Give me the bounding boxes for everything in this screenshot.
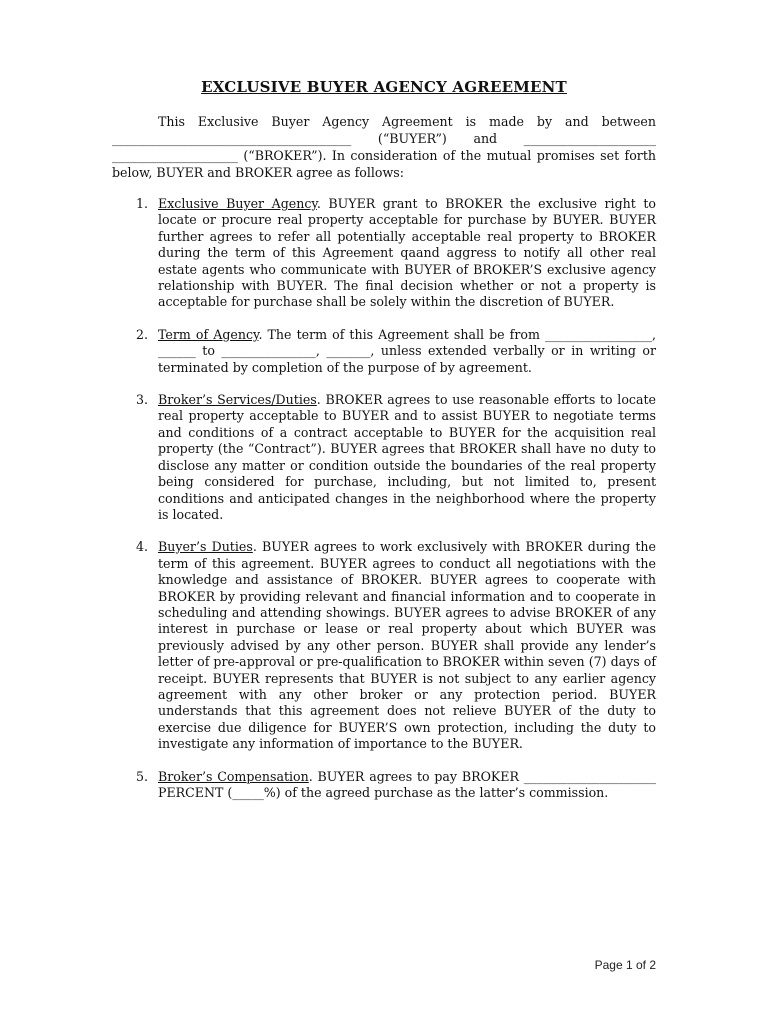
intro-paragraph: [112, 113, 656, 181]
clause-heading: Broker’s Compensation: [158, 768, 309, 784]
intro-line-3: ____________________ (“BROKER”). In consideration of the mutual promises set forth below, BUYER and BROKER agree as follows:: [112, 148, 656, 180]
document-title: EXCLUSIVE BUYER AGENCY AGREEMENT: [201, 78, 567, 96]
clause-heading: Term of Agency: [158, 326, 259, 342]
page-number: Page 1 of 2: [594, 958, 656, 972]
clause-heading: Exclusive Buyer Agency: [158, 196, 317, 211]
clause-heading: Buyer’s Duties: [158, 539, 253, 555]
clause-number: 3.: [136, 392, 149, 408]
clause-3: [112, 392, 656, 523]
clause-heading: Broker’s Services/Duties: [158, 392, 317, 408]
clause-number: 1.: [136, 196, 149, 211]
clause-body: . BROKER agrees to use reasonable efforts to locate real property acceptable to BUYER and to assist BUYER to negotiate terms and conditions of a contract acceptable to BUYER for the acquisition real property (the “Contract”). BUYER agrees that BROKER shall have no duty to disclose any matter or condition outside the boundaries of the real property being considered for purchase, including, but not limited to, present conditions and anticipated changes in the neighborhood where the property is located.: [158, 392, 656, 522]
clause-body: . BUYER agrees to work exclusively with BROKER during the term of this agreement. BUYER agrees to conduct all negotiations with the knowledge and assistance of BROKER. BUYER agrees to cooperate with BROKER by providing relevant and financial information and to cooperate in scheduling and attending showings. BUYER agrees to advise BROKER of any interest in purchase or lease or real property about which BUYER was previously advised by any other person. BUYER shall provide any lender’s letter of pre-approval or pre-qualification to BROKER within seven (7) days of receipt. BUYER represents that BUYER is not subject to any earlier agency agreement with any other broker or any protection period. BUYER understands that this agreement does not relieve BUYER of the duty to exercise due diligence for BUYER’S own protection, including the duty to investigate any information of importance to the BUYER.: [158, 539, 656, 752]
clause-number: 5.: [136, 768, 149, 784]
clause-5: [112, 769, 656, 802]
clause-number: 2.: [136, 326, 149, 342]
clause-2: [112, 327, 656, 376]
clause-number: 4.: [136, 539, 149, 555]
intro-line-2b: _____________________: [523, 131, 656, 146]
clause-body: . BUYER grant to BROKER the exclusive right to locate or procure real property acceptable for purchase by BUYER. BUYER further agrees to refer all potentially acceptable real property to BROKER during the term of this Agreement qaand aggress to notify all other real estate agents who communicate with BUYER of BROKER’S exclusive agency relationship with BUYER. The final decision whether or not a property is acceptable for purchase shall be solely within the discretion of BUYER.: [158, 196, 656, 310]
clause-4: [112, 539, 656, 752]
clause-body: . The term of this Agreement shall be from _________________, ______ to _______________, _______, unless extended verbally or in writing or terminated by completion of the purpose of by agreement.: [158, 326, 657, 375]
clause-body: . BUYER agrees to pay BROKER _____________________ PERCENT (_____%) of the agreed purchase as the latter’s commission.: [158, 768, 656, 800]
intro-line-2a: ______________________________________ (“BUYER”) and: [112, 131, 524, 146]
clause-1: [112, 196, 656, 311]
intro-line-1: This Exclusive Buyer Agency Agreement is made by and between: [158, 114, 656, 129]
clause-list: [112, 196, 656, 817]
